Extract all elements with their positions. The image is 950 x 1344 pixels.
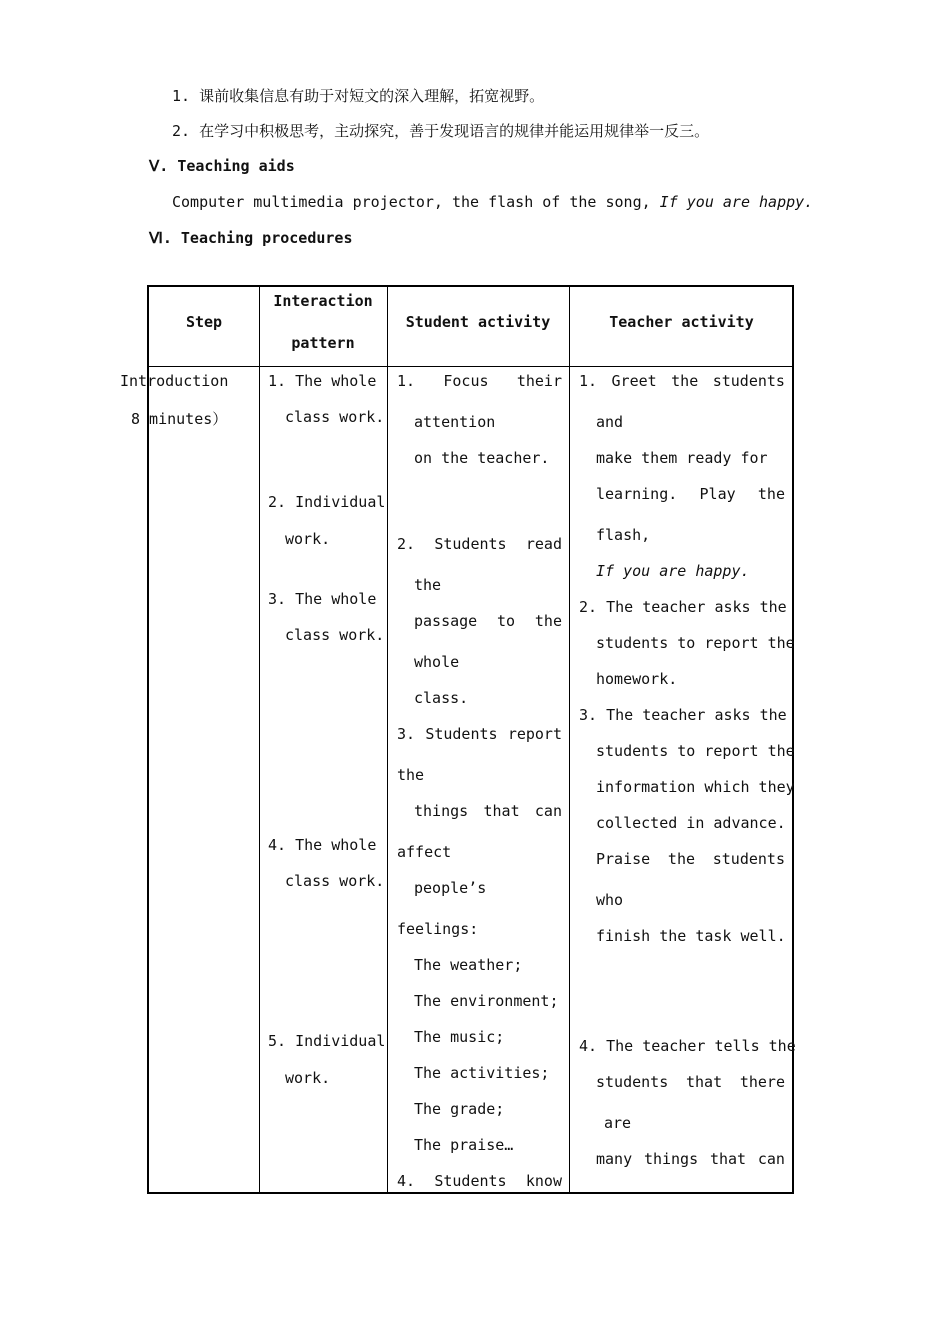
- student-word: Students: [434, 535, 507, 553]
- teacher-word: things: [643, 1150, 699, 1168]
- student-item-number: 1.: [397, 372, 416, 390]
- teacher-line: 3. The teacher asks the: [579, 706, 787, 724]
- header-row-divider: [149, 366, 792, 367]
- teacher-line: students to report the: [596, 634, 795, 652]
- teacher-line: information which they: [596, 778, 795, 796]
- teacher-line: [596, 485, 785, 503]
- student-line: class.: [414, 689, 469, 707]
- student-word: know: [525, 1172, 562, 1190]
- teacher-line: students to report the: [596, 742, 795, 760]
- song-title: If you are happy.: [659, 193, 814, 211]
- teacher-word: that: [709, 1150, 747, 1168]
- interaction-line: class work.: [285, 872, 385, 890]
- interaction-line: 4. The whole: [268, 836, 377, 854]
- student-line: attention: [414, 413, 496, 431]
- student-word: passage: [414, 612, 478, 630]
- student-line: [397, 372, 562, 390]
- header-teacher-activity: Teacher activity: [609, 313, 754, 331]
- teacher-word: the: [671, 372, 699, 390]
- student-word: that: [483, 802, 520, 820]
- teacher-line: who: [596, 891, 624, 909]
- column-divider-3: [569, 287, 570, 1192]
- header-interaction-line1: Interaction: [273, 292, 373, 310]
- step-name: Introduction: [120, 372, 229, 390]
- student-line: [397, 725, 562, 743]
- teacher-word: can: [757, 1150, 785, 1168]
- student-line: [397, 535, 562, 553]
- teacher-word: that: [685, 1073, 723, 1091]
- student-line: The environment;: [414, 992, 559, 1010]
- section-heading-teaching-procedures: Ⅵ. Teaching procedures: [149, 229, 353, 247]
- student-item-number: 2.: [397, 535, 416, 553]
- column-divider-2: [387, 287, 388, 1192]
- interaction-line: class work.: [285, 626, 385, 644]
- header-student-activity: Student activity: [405, 313, 551, 331]
- student-line: people’s: [414, 879, 487, 897]
- teacher-word: learning.: [596, 485, 678, 503]
- student-line: The weather;: [414, 956, 523, 974]
- student-line: The praise…: [414, 1136, 514, 1154]
- teacher-word: there: [739, 1073, 785, 1091]
- student-word: their: [516, 372, 562, 390]
- header-interaction-line2: pattern: [291, 334, 355, 352]
- teacher-line: collected in advance.: [596, 814, 786, 832]
- interaction-line: 2. Individual: [268, 493, 386, 511]
- student-word: report: [507, 725, 562, 743]
- procedures-table: [120, 285, 796, 1194]
- student-line: the: [414, 576, 442, 594]
- teacher-line: [579, 372, 785, 390]
- interaction-line: class work.: [285, 408, 385, 426]
- teacher-line: 2. The teacher asks the: [579, 598, 787, 616]
- student-item-number: 3.: [397, 725, 416, 743]
- student-line: feelings:: [397, 920, 479, 938]
- teacher-line: finish the task well.: [596, 927, 786, 945]
- teacher-word: students: [712, 372, 785, 390]
- teacher-word: Greet: [611, 372, 657, 390]
- column-divider-1: [259, 287, 260, 1192]
- teacher-line: [596, 850, 785, 868]
- teacher-word: students: [596, 1073, 669, 1091]
- teaching-aids-description: Computer multimedia projector, the flash of the song,: [172, 193, 660, 211]
- student-line: The music;: [414, 1028, 505, 1046]
- interaction-line: 3. The whole: [268, 590, 377, 608]
- interaction-line: 5. Individual: [268, 1032, 386, 1050]
- teacher-word: many: [596, 1150, 633, 1168]
- student-line: on the teacher.: [414, 449, 550, 467]
- section-heading-teaching-aids: Ⅴ. Teaching aids: [149, 157, 295, 175]
- teacher-line: [596, 1150, 785, 1168]
- teacher-song-title: If you are happy.: [596, 562, 750, 580]
- interaction-line: work.: [285, 1069, 331, 1087]
- header-step: Step: [185, 313, 223, 331]
- teacher-item-number: 1.: [579, 372, 598, 390]
- teacher-word: the: [667, 850, 696, 868]
- teacher-word: students: [712, 850, 785, 868]
- student-line: [397, 1172, 562, 1190]
- objective-item-2: 2. 在学习中积极思考，主动探究，善于发现语言的规律并能运用规律举一反三。: [172, 122, 710, 140]
- teacher-word: Play: [699, 485, 736, 503]
- interaction-line: work.: [285, 530, 331, 548]
- student-line: whole: [414, 653, 460, 671]
- student-word: the: [534, 612, 562, 630]
- teaching-aids-text: [172, 193, 813, 211]
- student-line: The activities;: [414, 1064, 550, 1082]
- student-line: The grade;: [414, 1100, 505, 1118]
- student-line: affect: [397, 843, 452, 861]
- teacher-line: are: [604, 1114, 632, 1132]
- teacher-line: flash,: [596, 526, 651, 544]
- student-line: [414, 612, 562, 630]
- objective-item-1: 1. 课前收集信息有助于对短文的深入理解，拓宽视野。: [172, 87, 545, 105]
- teacher-word: Praise: [596, 850, 651, 868]
- teacher-line: 4. The teacher tells the: [579, 1037, 796, 1055]
- teacher-line: make them ready for: [596, 449, 768, 467]
- student-word: can: [534, 802, 562, 820]
- student-line: [414, 802, 562, 820]
- student-line: the: [397, 766, 425, 784]
- student-word: Students: [425, 725, 498, 743]
- student-word: things: [414, 802, 469, 820]
- student-word: Focus: [443, 372, 489, 390]
- teacher-line: homework.: [596, 670, 678, 688]
- student-item-number: 4.: [397, 1172, 416, 1190]
- student-word: read: [525, 535, 562, 553]
- step-duration: 8 minutes）: [131, 410, 228, 428]
- student-word: Students: [434, 1172, 507, 1190]
- interaction-line: 1. The whole: [268, 372, 377, 390]
- teacher-line: and: [596, 413, 624, 431]
- teacher-line: [596, 1073, 785, 1091]
- teacher-word: the: [757, 485, 785, 503]
- student-word: to: [497, 612, 516, 630]
